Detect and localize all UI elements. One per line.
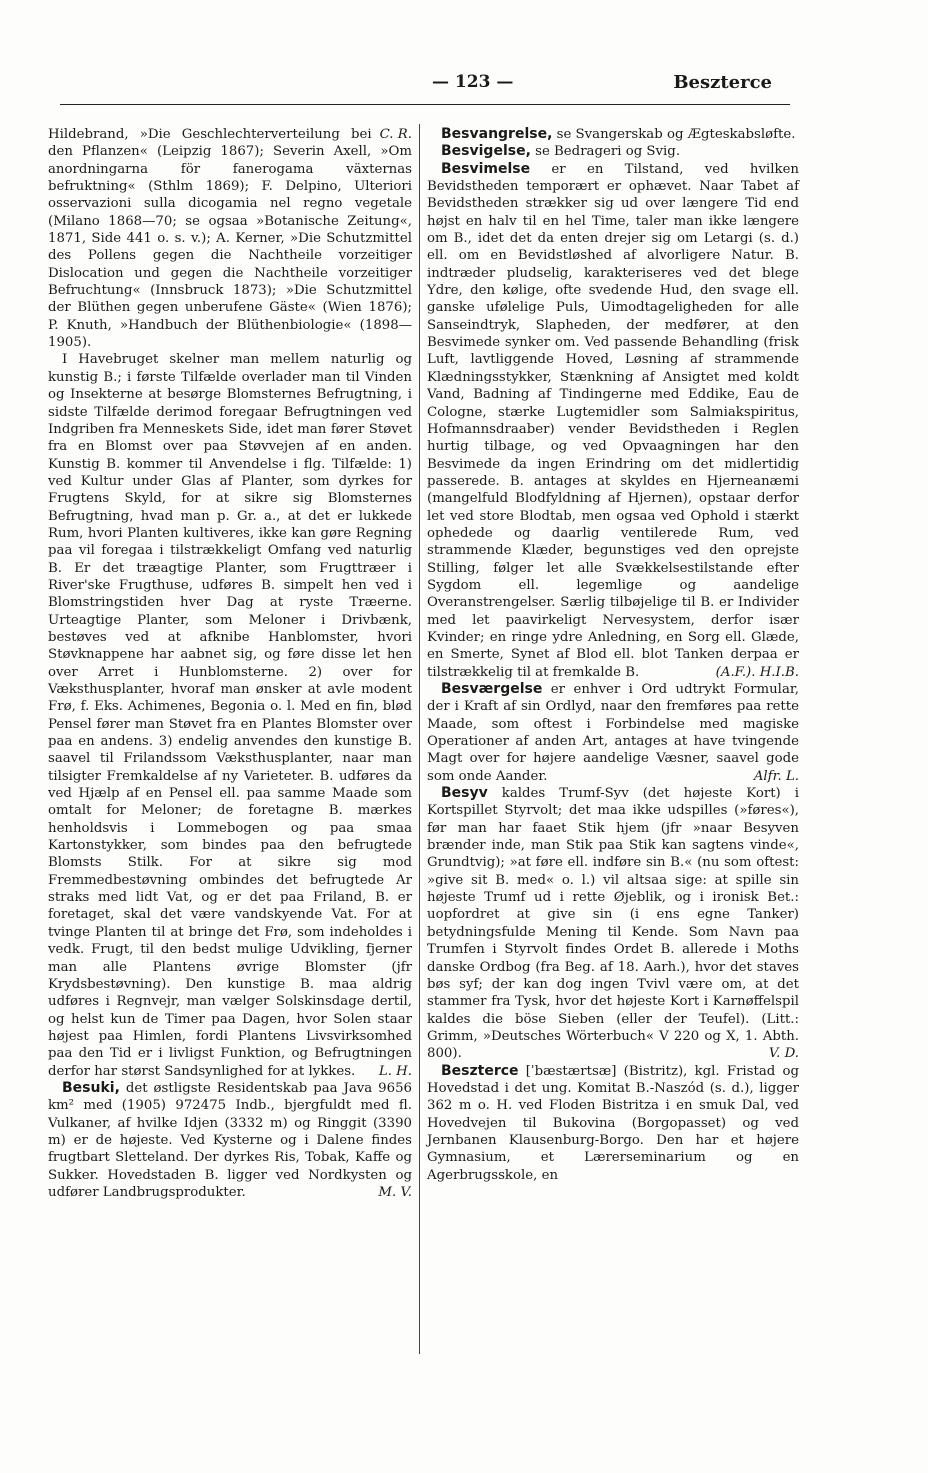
entry-besuki (48, 1080, 412, 1201)
page-number: — 123 — (432, 72, 514, 92)
headword: Besvimelse (441, 160, 531, 177)
left-column (48, 126, 412, 1201)
entry-text: kaldes Trumf-Syv (det højeste Kort) i Kortspillet Styrvolt; det maa ikke udspilles (»føres«), før man har faaet Stik hjem (jfr »naar Besyven brænder inde, man Stik paa Stik kan sagtens vinde«, Grundtvig); »at føre ell. indføre sin B.« (nu som oftest: »give sit B. med« o. l.) vil altsaa sige: at spille sin højeste Trumf ud i rette Øjeblik, og i ironisk Bet.: uopfordret at give sin (i ens egne Tanker) betydningsfulde Mening til Kende. Som Navn paa Trumfen i Styrvolt findes Ordet B. allerede i Moths danske Ordbog (fra Beg. af 18. Aarh.), hvor det staves bøs syf; der kan dog ingen Tvivl være om, at det stammer fra Tysk, hvor det højeste Kort i Karnøffelspil kaldes die böse Sieben (eller der Teufel). (Litt.: Grimm, »Deutsches Wörterbuch« V 220 og X, 1. Abth. 800). (427, 786, 799, 1062)
header-rule (60, 104, 790, 105)
right-column (427, 126, 799, 1184)
entry-text: er en Tilstand, ved hvilken Bevidstheden temporært er ophævet. Naar Tabet af Bevidstheden strækker sig ud over længere Tid end højst en halv til en hel Time, taler man ikke længere om B., idet det da enten drejer sig om Letargi (s. d.) ell. om en Bevidstløshed af alvorligere Natur. B. indtræder pludselig, karakteriseres ved det blege Ydre, den kølige, ofte svedende Hud, den svage ell. ganske ufølelige Puls, Uimodtageligheden for alle Sanseindtryk, Slapheden, der medfører, at den Besvimede synker om. Ved passende Behandling (frisk Luft, lavtliggende Hoved, Løsning af strammende Klædningsstykker, Stænkning af Ansigtet med koldt Vand, Badning af Tindingerne med Eddike, Eau de Cologne, stærke Lugtemidler som Salmiakspiritus, Hofmannsdraaber) vender Bevidstheden i Reglen hurtig tilbage, og ved Opvaagningen har den Besvimede da ingen Erindring om det midlertidig passerede. B. antages at skyldes en Hjerneanæmi (mangelfuld Blodfyldning af Hjernen), opstaar derfor let ved store Blodtab, men ogsaa ved Ophold i stærkt ophedede og daarlig ventilerede Rum, ved strammende Klæder, begunstiges ved den oprejste Stilling, følger let alle Svækkelsestilstande efter Sygdom ell. legemlige og aandelige Overanstrengelser. Særlig tilbøjelige til B. er Individer med let paavirkeligt Nervesystem, derfor især Kvinder; en ringe ydre Anledning, en Sorg ell. Glæde, en Smerte, Synet af Blod ell. blot Tanken derpaa er tilstrækkelig til at fremkalde B. (427, 161, 799, 680)
running-head: Beszterce (673, 72, 772, 93)
entry-besvangrelse (427, 126, 799, 143)
headword: Besvigelse, (441, 143, 531, 160)
paragraph-text: I Havebruget skelner man mellem naturlig og kunstig B.; i første Tilfælde overlader man til Vinden og Insekterne at besørge Blomsternes Befrugtning, i sidste Tilfælde derimod foregaar Befrugtningen ved Indgriben fra Menneskets Side, idet man fører Støvet fra en Blomst over paa Støvvejen af en anden. Kunstig B. kommer til Anvendelse i flg. Tilfælde: 1) ved Kultur under Glas af Planter, som dyrkes for Frugtens Skyld, for at sikre sig Blomsternes Befrugtning, hvad man p. Gr. a., at det er lukkede Rum, hvori Planten kultiveres, ikke kan gøre Regning paa vil foregaa i tilstrækkeligt Omfang ved naturlig B. Er det træagtige Planter, som Frugttræer i River'ske Frugthuse, udføres B. simpelt hen ved i Blomstringstiden hver Dag at ryste Træerne. Urteagtige Planter, som Meloner i Drivbænk, bestøves ved at afknibe Hanblomster, hvori Støvknappene har aabnet sig, og føre disse let hen over Arret i Hunblomsterne. 2) over for Væksthusplanter, hvoraf man ønsker at avle modent Frø, f. Eks. Achimenes, Begonia o. l. Med en fin, blød Pensel fører man Støvet fra en Plantes Blomster over paa en andens. 3) endelig anvendes den kunstige B. saavel til Frilandssom Væksthusplanter, naar man tilsigter Fremkaldelse af ny Varieteter. B. udføres da ved Hjælp af en Pensel ell. paa samme Maade som omtalt for Meloner; de foretagne B. mærkes henholdsvis i Lommebogen og paa smaa Kartonstykker, som bindes paa den befrugtede Blomsts Stilk. For at sikre sig mod Fremmedbestøvning ombindes det befrugtede Ar straks med lidt Vat, og er det paa Friland, B. er foretaget, skal det være vandskyende Vat. For at tvinge Planten til at bringe det Frø, som indeholdes i vedk. Frugt, til den bedst mulige Udvikling, fjerner man alle Plantens øvrige Blomster (jfr Krydsbestøvning). Den kunstige B. maa aldrig udføres i Regnvejr, man vælger Solskinsdage dertil, og helst kun de Timer paa Dagen, hvor Solen staar højest paa Himlen, fordi Plantens Livsvirksomhed paa den Tid er i livligst Funktion, og Befrugtningen derfor har størst Sandsynlighed for at lykkes. (48, 352, 412, 1079)
headword: Besværgelse (441, 681, 543, 697)
signature: V. D. (768, 1046, 799, 1062)
paragraph (48, 126, 412, 351)
entry-beszterce (427, 1063, 799, 1184)
page-header (60, 72, 780, 104)
entry-besyv (427, 785, 799, 1063)
headword: Besvangrelse, (441, 126, 553, 142)
entry-besvimelse (427, 161, 799, 681)
entry-text: [ˈbæstærtsæ] (Bistritz), kgl. Fristad og Hovedstad i det ung. Komitat B.-Naszód (s. d.), ligger 362 m o. H. ved Floden Bistritza i en smuk Dal, ved Hovedvejen til Bukovina (Borgopasset) og ved Jernbanen Klausenburg-Borgo. Den har et højere Gymnasium, et Lærerseminarium og en Agerbrugsskole, en (427, 1063, 799, 1183)
entry-text: se Bedrageri og Svig. (530, 144, 681, 160)
headword: Besyv (441, 785, 488, 802)
signature: L. H. (378, 1063, 412, 1079)
entry-text: det østligste Residentskab paa Java 9656 km² med (1905) 972475 Indb., bjergfuldt med fl. Vulkaner, af hvilke Idjen (3332 m) og Ringgit (3390 m) er de højeste. Ved Kysterne og i Dalene findes frugtbart Sletteland. Der dyrkes Ris, Tobak, Kaffe og Sukker. Hovedstaden B. ligger ved Nordkysten og udfører Landbrugsprodukter. (48, 1080, 412, 1200)
signature: C. R. (379, 127, 412, 142)
entry-text: se Svangerskab og Ægteskabsløfte. (552, 127, 796, 142)
entry-text: er enhver i Ord udtrykt Formular, der i Kraft af sin Ordlyd, naar den fremføres paa rette Maade, som oftest i Forbindelse med magiske Operationer af anden Art, antages at have tvingende Magt over for højere aandelige Væsner, saavel gode som onde Aander. (427, 682, 799, 784)
signature: M. V. (378, 1184, 412, 1200)
signature: (A.F.). H.I.B. (715, 664, 799, 680)
entry-besvigelse (427, 143, 799, 160)
paragraph-text: Hildebrand, »Die Geschlechterverteilung bei den Pflanzen« (Leipzig 1867); Severin Axell, »Om anordningarna för fanerogama växternas befruktning« (Sthlm 1869); F. Delpino, Ulteriori osservazioni sulla dicogamia nel regno vegetale (Milano 1868—70; se ogsaa »Botanische Zeitung«, 1871, Side 441 o. s. v.); A. Kerner, »Die Schutzmittel des Pollens gegen die Nachtheile vorzeitiger Dislocation und gegen die Nachtheile vorzeitiger Befruchtung« (Innsbruck 1873); »Die Schutzmittel der Blüthen gegen unberufene Gäste« (Wien 1876); P. Knuth, »Handbuch der Blüthenbiologie« (1898—1905). (48, 127, 412, 351)
signature: Alfr. L. (753, 768, 799, 784)
entry-besvaergelse (427, 681, 799, 785)
headword: Besuki, (62, 1079, 120, 1096)
headword: Beszterce (441, 1062, 519, 1079)
paragraph (48, 351, 412, 1079)
column-divider (419, 124, 420, 1354)
